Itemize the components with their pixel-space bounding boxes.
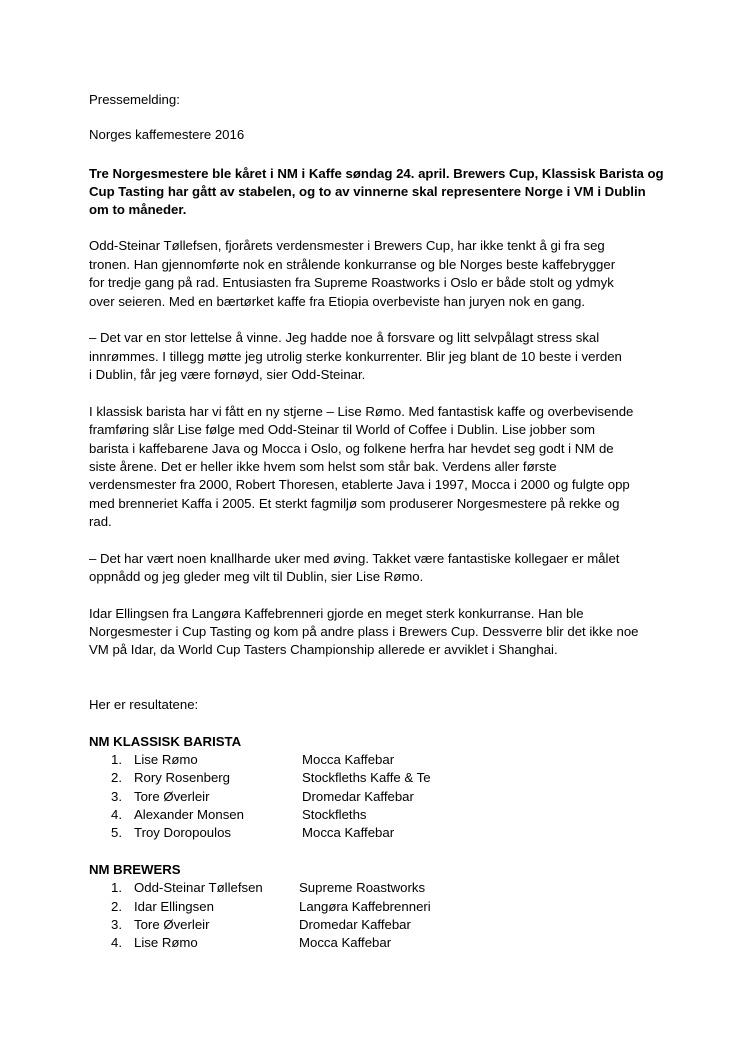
p1-line-2: tronen. Han gjennomførte nok en strålende konkurranse og ble Norges beste kaffebrygger [89, 257, 616, 272]
result-club: Langøra Kaffebrenneri [299, 899, 431, 914]
result-row [0, 916, 746, 934]
result-rank: 1. [111, 880, 122, 895]
result-club: Dromedar Kaffebar [302, 789, 414, 804]
doc-label: Pressemelding: [89, 92, 180, 107]
lead-line-1: Tre Norgesmestere ble kåret i NM i Kaffe søndag 24. april. Brewers Cup, Klassisk Barista og [89, 166, 664, 181]
result-rank: 3. [111, 789, 122, 804]
result-club: Supreme Roastworks [299, 880, 426, 895]
p1-line-3: for tredje gang på rad. Entusiasten fra Supreme Roastworks i Oslo er både stolt og ydmyk [89, 275, 614, 290]
result-rank: 4. [111, 935, 122, 950]
result-club: Dromedar Kaffebar [299, 917, 411, 932]
p2-line-2: innrømmes. I tillegg møtte jeg utrolig sterke konkurrenter. Blir jeg blant de 10 beste i verden [89, 349, 622, 364]
p3-line-4: siste årene. Det er heller ikke hvem som helst som står bak. Verdens aller første [89, 459, 557, 474]
results-heading-brewers: NM BREWERS [89, 862, 181, 877]
result-rank: 3. [111, 917, 122, 932]
p1-line-1: Odd-Steinar Tøllefsen, fjorårets verdensmester i Brewers Cup, har ikke tenkt å gi fra seg [89, 238, 605, 253]
p2-line-1: – Det var en stor lettelse å vinne. Jeg hadde noe å forsvare og litt selvpålagt stress skal [89, 330, 600, 345]
results-heading-barista: NM KLASSISK BARISTA [89, 734, 242, 749]
result-row [0, 788, 746, 806]
p5-line-3: VM på Idar, da World Cup Tasters Championship allerede er avviklet i Shanghai. [89, 642, 558, 657]
p5-line-1: Idar Ellingsen fra Langøra Kaffebrenneri gjorde en meget sterk konkurranse. Han ble [89, 606, 584, 621]
result-club: Mocca Kaffebar [302, 752, 395, 767]
p5-line-2: Norgesmester i Cup Tasting og kom på andre plass i Brewers Cup. Dessverre blir det ikke noe [89, 624, 639, 639]
result-rank: 5. [111, 825, 122, 840]
result-row [0, 806, 746, 824]
result-club: Mocca Kaffebar [302, 825, 395, 840]
result-row [0, 824, 746, 842]
result-club: Stockfleths [302, 807, 367, 822]
p4-line-2: oppnådd og jeg gleder meg vilt til Dublin, sier Lise Rømo. [89, 569, 424, 584]
result-rank: 4. [111, 807, 122, 822]
result-name: Alexander Monsen [134, 807, 244, 822]
result-name: Idar Ellingsen [134, 899, 214, 914]
result-rank: 2. [111, 770, 122, 785]
result-name: Lise Rømo [134, 752, 198, 767]
result-name: Rory Rosenberg [134, 770, 231, 785]
p3-line-5: verdensmester fra 2000, Robert Thoresen, etablerte Java i 1997, Mocca i 2000 og fulgte opp [89, 477, 630, 492]
p1-line-4: over seieren. Med en bærtørket kaffe fra Etiopia overbeviste han juryen nok en gang. [89, 294, 586, 309]
result-name: Troy Doropoulos [134, 825, 231, 840]
result-row [0, 769, 746, 787]
p3-line-2: framføring slår Lise følge med Odd-Steinar til World of Coffee i Dublin. Lise jobber som [89, 422, 595, 437]
p3-line-1: I klassisk barista har vi fått en ny stjerne – Lise Rømo. Med fantastisk kaffe og overbevisende [89, 404, 634, 419]
results-intro: Her er resultatene: [89, 697, 199, 712]
p2-line-3: i Dublin, får jeg være fornøyd, sier Odd-Steinar. [89, 367, 366, 382]
result-row [0, 751, 746, 769]
result-row [0, 898, 746, 916]
p4-line-1: – Det har vært noen knallharde uker med øving. Takket være fantastiske kollegaer er målet [89, 551, 620, 566]
result-rank: 1. [111, 752, 122, 767]
doc-subtitle: Norges kaffemestere 2016 [89, 127, 245, 142]
lead-line-2: Cup Tasting har gått av stabelen, og to av vinnerne skal representere Norge i VM i Dublin [89, 184, 646, 199]
result-club: Mocca Kaffebar [299, 935, 392, 950]
lead-line-3: om to måneder. [89, 202, 187, 217]
result-name: Tore Øverleir [134, 917, 210, 932]
result-club: Stockfleths Kaffe & Te [302, 770, 431, 785]
p3-line-3: barista i kaffebarene Java og Mocca i Oslo, og folkene herfra har hevdet seg godt i NM de [89, 441, 614, 456]
result-row [0, 934, 746, 952]
result-name: Tore Øverleir [134, 789, 210, 804]
result-rank: 2. [111, 899, 122, 914]
result-name: Lise Rømo [134, 935, 198, 950]
result-row [0, 879, 746, 897]
p3-line-6: med brenneriet Kaffa i 2005. Et sterkt fagmiljø som produserer Norgesmestere på rekke og [89, 496, 620, 511]
result-name: Odd-Steinar Tøllefsen [134, 880, 263, 895]
p3-line-7: rad. [89, 514, 112, 529]
